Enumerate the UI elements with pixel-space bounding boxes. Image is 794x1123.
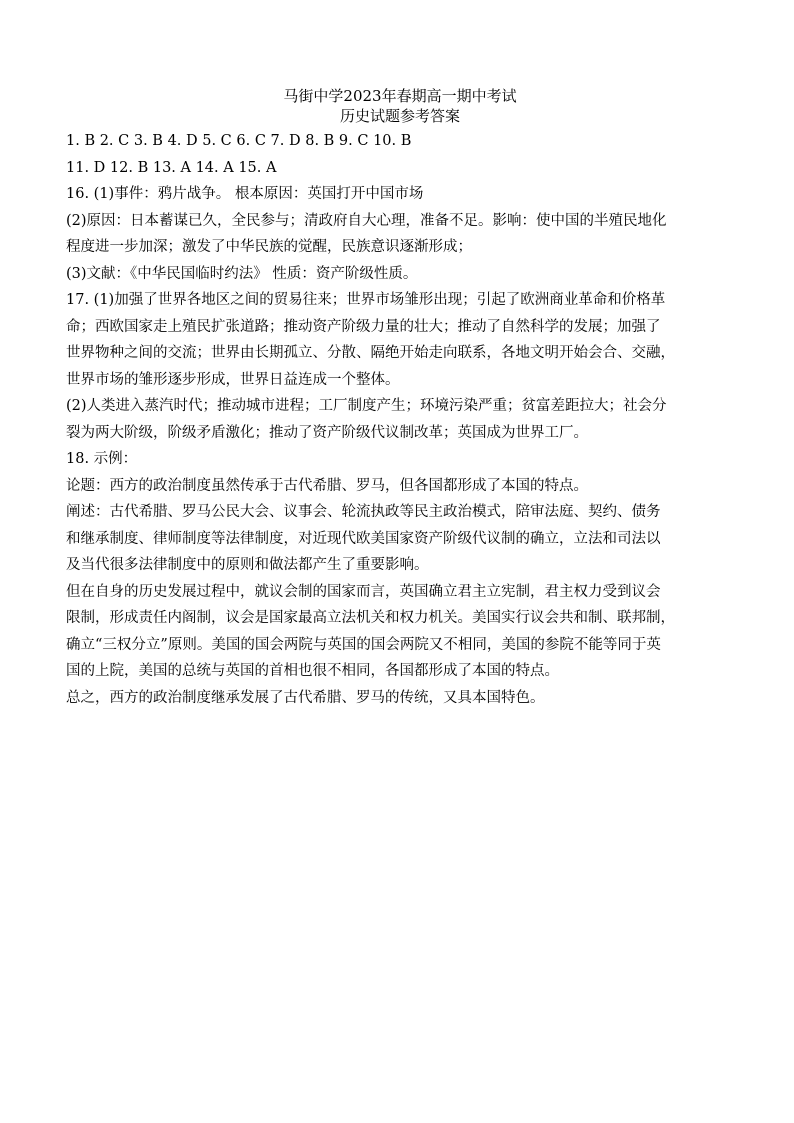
q18-exposition-line-2: 和继承制度、律师制度等法律制度，对近现代欧美国家资产阶级代议制的确立，立法和司法以 (66, 530, 661, 547)
q17-part-1-line-2: 命；西欧国家走上殖民扩张道路；推动资产阶级力量的壮大；推动了自然科学的发展；加强了 (66, 318, 661, 335)
q18-exposition-line-3: 及当代很多法律制度中的原则和做法都产生了重要影响。 (66, 557, 429, 573)
document-subtitle: 历史试题参考答案 (339, 107, 460, 125)
q16-part-1: 16. (1)事件：鸦片战争。 根本原因：英国打开中国市场 (66, 186, 424, 202)
q16-part-2-line-1: (2)原因：日本蓄谋已久，全民参与；清政府自大心理，准备不足。影响：使中国的半殖民地化 (66, 212, 667, 229)
answer-row-1: 1. B 2. C 3. B 4. D 5. C 6. C 7. D 8. B 9. C 10. B (66, 133, 412, 149)
q18-body-line-4: 国的上院，美国的总统与英国的首相也很不相同，各国都形成了本国的特点。 (66, 663, 559, 679)
multiple-choice-answers (66, 128, 734, 181)
question-16-answer (66, 181, 734, 287)
q17-part-2-line-1: (2)人类进入蒸汽时代；推动城市进程；工厂制度产生；环境污染严重；贫富差距拉大；社会分 (66, 398, 667, 414)
q18-conclusion: 总之，西方的政治制度继承发展了古代希腊、罗马的传统，又具本国特色。 (66, 689, 545, 706)
q18-body-line-2: 限制，形成责任内阁制，议会是国家最高立法机关和权力机关。美国实行议会共和制、联邦制， (66, 610, 675, 626)
q18-body-line-3: 确立“三权分立”原则。美国的国会两院与英国的国会两院又不相同，美国的参院不能等同于英 (66, 636, 661, 653)
q17-part-1-line-1: 17. (1)加强了世界各地区之间的贸易往来；世界市场雏形出现；引起了欧洲商业革命和价格革 (66, 292, 666, 308)
question-18-answer (66, 446, 734, 711)
q18-exposition-line-1: 阐述：古代希腊、罗马公民大会、议事会、轮流执政等民主政治模式，陪审法庭、契约、债务 (66, 504, 661, 520)
q16-part-3: (3)文献：《中华民国临时约法》 性质：资产阶级性质。 (66, 265, 418, 282)
q16-part-2-line-2: 程度进一步加深；激发了中华民族的觉醒，民族意识逐渐形成； (66, 239, 472, 255)
q18-intro: 18. 示例： (66, 451, 138, 467)
q17-part-1-line-3: 世界物种之间的交流；世界由长期孤立、分散、隔绝开始走向联系，各地文明开始会合、交融， (66, 345, 675, 361)
q17-part-2-line-2: 裂为两大阶级，阶级矛盾激化；推动了资产阶级代议制改革；英国成为世界工厂。 (66, 424, 588, 441)
answer-sheet (66, 86, 734, 711)
q18-thesis: 论题：西方的政治制度虽然传承于古代希腊、罗马，但各国都形成了本国的特点。 (66, 477, 588, 494)
document-title: 马街中学2023年春期高一期中考试 (283, 87, 517, 105)
question-17-answer (66, 287, 734, 446)
q17-part-1-line-4: 世界市场的雏形逐步形成，世界日益连成一个整体。 (66, 371, 400, 388)
answer-row-2: 11. D 12. B 13. A 14. A 15. A (66, 159, 277, 176)
q18-body-line-1: 但在自身的历史发展过程中，就议会制的国家而言，英国确立君主立宪制，君主权力受到议会 (66, 583, 661, 600)
